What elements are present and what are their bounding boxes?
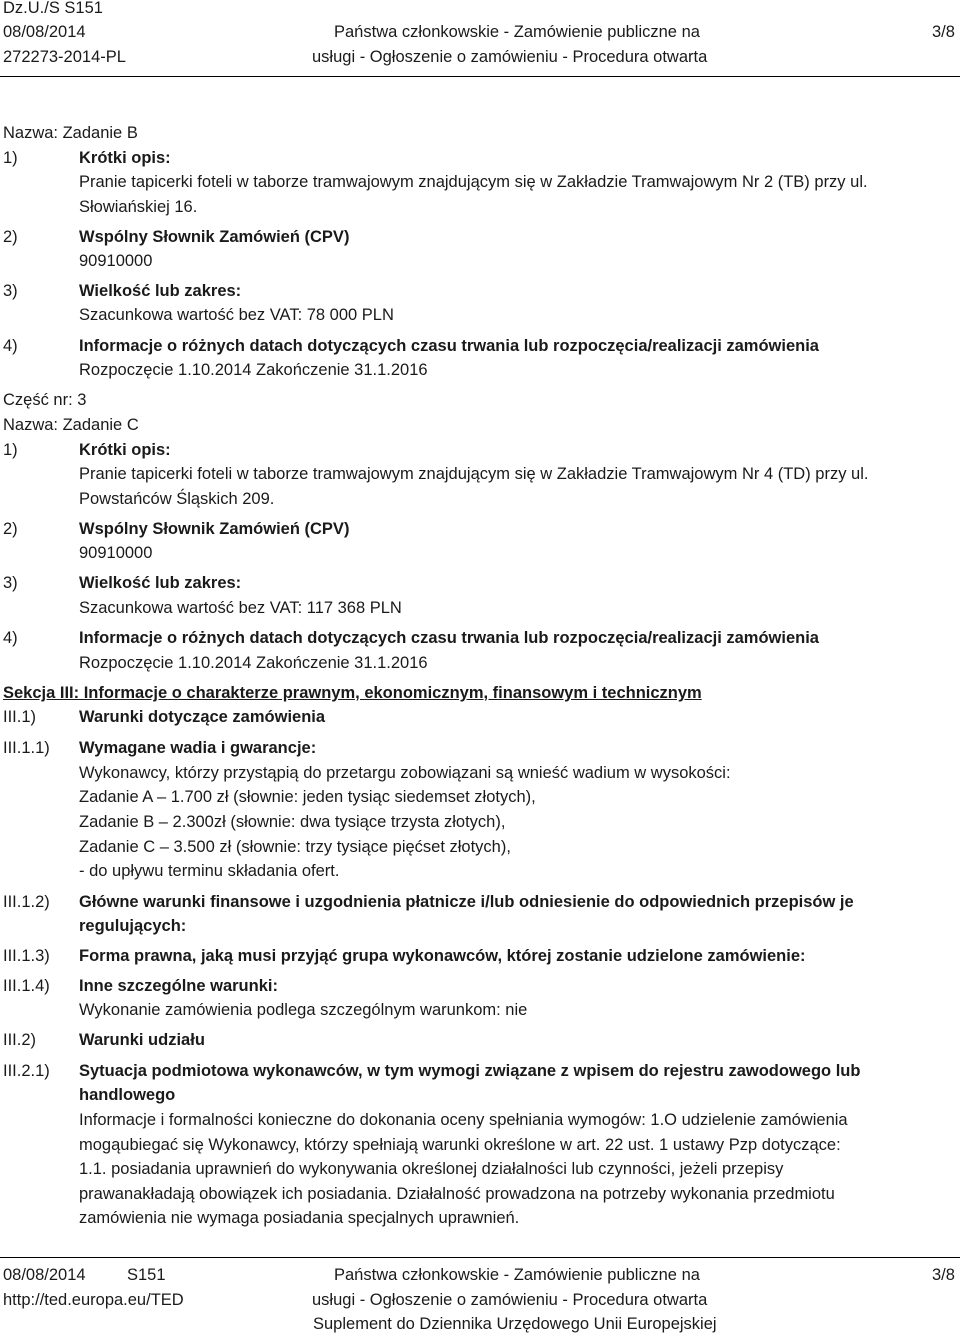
estimated-value: Szacunkowa wartość bez VAT: 78 000 PLN	[79, 306, 394, 324]
footer-title-1: Państwa członkowskie - Zamówienie publiczne na	[334, 1266, 700, 1284]
footer-rule	[0, 1257, 960, 1258]
item-text: Zadanie A – 1.700 zł (słownie: jeden tysiąc siedemset złotych),	[79, 788, 536, 806]
footer-page-number: 3/8	[932, 1266, 955, 1284]
item-text: Informacje i formalności konieczne do dokonania oceny spełniania wymogów: 1.O udzielenie zamówienia	[79, 1111, 848, 1129]
footer-supplement: Suplement do Dziennika Urzędowego Unii Europejskiej	[313, 1315, 717, 1333]
header-title-1: Państwa członkowskie - Zamówienie publiczne na	[334, 23, 700, 41]
item-number: 4)	[3, 629, 18, 647]
cpv-code: 90910000	[79, 544, 153, 562]
item-text: Pranie tapicerki foteli w taborze tramwajowym znajdującym się w Zakładzie Tramwajowym Nr 2 (TB) przy ul.	[79, 173, 868, 191]
item-number: 2)	[3, 520, 18, 538]
item-text: mogąubiegać się Wykonawcy, którzy spełniają warunki określone w art. 22 ust. 1 ustawy Pzp dotyczące:	[79, 1136, 841, 1154]
item-text: Słowiańskiej 16.	[79, 198, 198, 216]
dates: Rozpoczęcie 1.10.2014 Zakończenie 31.1.2016	[79, 654, 428, 672]
item-heading: Informacje o różnych datach dotyczących czasu trwania lub rozpoczęcia/realizacji zamówienia	[79, 337, 819, 355]
item-text: Zadanie B – 2.300zł (słownie: dwa tysiące trzysta złotych),	[79, 813, 506, 831]
item-text: Zadanie C – 3.500 zł (słownie: trzy tysiące pięćset złotych),	[79, 838, 511, 856]
estimated-value: Szacunkowa wartość bez VAT: 117 368 PLN	[79, 599, 402, 617]
item-text: Wykonawcy, którzy przystąpią do przetargu zobowiązani są wnieść wadium w wysokości:	[79, 764, 731, 782]
item-text: 1.1. posiadania uprawnień do wykonywania określonej działalności lub czynności, jeżeli przepisy	[79, 1160, 784, 1178]
footer-url-link[interactable]: http://ted.europa.eu/TED	[3, 1291, 184, 1309]
section-title: Sekcja III: Informacje o charakterze prawnym, ekonomicznym, finansowym i technicznym	[3, 684, 702, 702]
header-rule	[0, 76, 960, 77]
item-heading: Wielkość lub zakres:	[79, 282, 242, 300]
item-number: III.1)	[3, 708, 37, 726]
dates: Rozpoczęcie 1.10.2014 Zakończenie 31.1.2016	[79, 361, 428, 379]
item-text: Powstańców Śląskich 209.	[79, 490, 275, 508]
item-heading: Sytuacja podmiotowa wykonawców, w tym wymogi związane z wpisem do rejestru zawodowego lub	[79, 1062, 861, 1080]
item-number: III.1.2)	[3, 893, 50, 911]
item-heading: Wielkość lub zakres:	[79, 574, 242, 592]
item-text: Pranie tapicerki foteli w taborze tramwajowym znajdującym się w Zakładzie Tramwajowym Nr 4 (TD) przy ul.	[79, 465, 869, 483]
item-text: prawanakładają obowiązek ich posiadania. Działalność prowadzona na potrzeby wykonania przedmiotu	[79, 1185, 835, 1203]
item-number: 3)	[3, 574, 18, 592]
item-heading: Wymagane wadia i gwarancje:	[79, 739, 317, 757]
header-date: 08/08/2014	[3, 23, 86, 41]
item-heading: Główne warunki finansowe i uzgodnienia płatnicze i/lub odniesienie do odpowiednich przepisów je	[79, 893, 854, 911]
notice-id: 272273-2014-PL	[3, 48, 126, 66]
item-heading: Forma prawna, jaką musi przyjąć grupa wykonawców, której zostanie udzielone zamówienie:	[79, 947, 806, 965]
item-heading: Informacje o różnych datach dotyczących czasu trwania lub rozpoczęcia/realizacji zamówienia	[79, 629, 819, 647]
item-heading: Warunki dotyczące zamówienia	[79, 708, 326, 726]
footer-date: 08/08/2014	[3, 1266, 86, 1284]
item-number: III.2)	[3, 1031, 37, 1049]
item-text: - do upływu terminu składania ofert.	[79, 862, 340, 880]
item-number: III.1.1)	[3, 739, 50, 757]
item-number: 3)	[3, 282, 18, 300]
item-heading: Krótki opis:	[79, 149, 171, 167]
header-title-2: usługi - Ogłoszenie o zamówieniu - Procedura otwarta	[312, 48, 708, 66]
item-heading: regulujących:	[79, 917, 187, 935]
item-heading: Wspólny Słownik Zamówień (CPV)	[79, 520, 350, 538]
item-number: 1)	[3, 149, 18, 167]
footer-title-2: usługi - Ogłoszenie o zamówieniu - Procedura otwarta	[312, 1291, 708, 1309]
item-heading: Wspólny Słownik Zamówień (CPV)	[79, 228, 350, 246]
item-heading: handlowego	[79, 1086, 176, 1104]
item-number: 2)	[3, 228, 18, 246]
item-heading: Krótki opis:	[79, 441, 171, 459]
item-heading: Inne szczególne warunki:	[79, 977, 278, 995]
part-name: Nazwa: Zadanie C	[3, 416, 139, 434]
item-number: 1)	[3, 441, 18, 459]
item-heading: Warunki udziału	[79, 1031, 205, 1049]
part-number: Część nr: 3	[3, 391, 87, 409]
header-page-number: 3/8	[932, 23, 955, 41]
item-number: 4)	[3, 337, 18, 355]
item-number: III.1.4)	[3, 977, 50, 995]
item-number: III.2.1)	[3, 1062, 50, 1080]
item-text: zamówienia nie wymaga posiadania specjalnych uprawnień.	[79, 1209, 520, 1227]
part-name: Nazwa: Zadanie B	[3, 124, 138, 142]
item-number: III.1.3)	[3, 947, 50, 965]
item-text: Wykonanie zamówienia podlega szczególnym warunkom: nie	[79, 1001, 528, 1019]
journal-ref: Dz.U./S S151	[3, 0, 103, 17]
cpv-code: 90910000	[79, 252, 153, 270]
footer-code: S151	[127, 1266, 166, 1284]
